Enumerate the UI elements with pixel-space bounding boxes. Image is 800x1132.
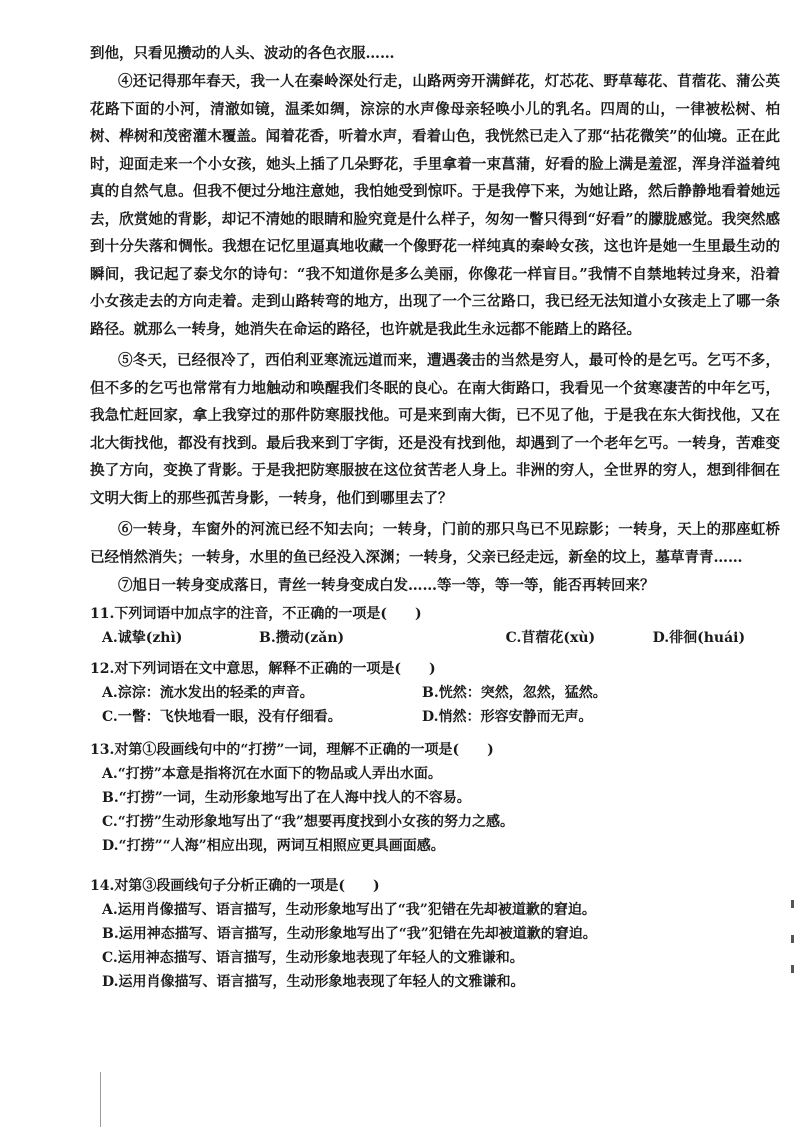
- question-12: [90, 657, 780, 729]
- question-12-stem: 12.对下列词语在文中意思，解释不正确的一项是( ): [90, 661, 436, 677]
- question-14-stem: 14.对第③段画线句子分析正确的一项是( ): [90, 878, 380, 894]
- question-11: [90, 602, 780, 650]
- option-c: C.一瞥：飞快地看一眼，没有仔细看。: [102, 709, 342, 725]
- binding-mark: [791, 900, 794, 908]
- binding-mark: [791, 935, 794, 943]
- option-c: C.运用神态描写、语言描写，生动形象地表现了年轻人的文雅谦和。: [102, 950, 524, 966]
- continued-text-line: 到他，只看见攒动的人头、波动的各色衣服……: [90, 45, 395, 62]
- option-d: D.运用肖像描写、语言描写，生动形象地表现了年轻人的文雅谦和。: [102, 974, 525, 990]
- paragraph-4: ④还记得那年春天，我一人在秦岭深处行走，山路两旁开满鲜花，灯芯花、野草莓花、苜蓿花、蒲公英花路下面的小河，清澈如镜，温柔如绸，淙淙的水声像母亲轻唤小儿的乳名。四周的山，一律被松树、柏树、桦树和茂密灌木覆盖。闻着花香，听着水声，看着山色，我恍然已走入了那“拈花微笑”的仙境。正在此时，迎面走来一个小女孩，她头上插了几朵野花，手里拿着一束菖蒲，好看的脸上满是羞涩，浑身洋溢着纯真的自然气息。但我不便过分地注意她，我怕她受到惊吓。于是我停下来，为她让路，然后静静地看着她远去，欣赏她的背影，却记不清她的眼睛和脸究竟是什么样子，匆匆一瞥只得到“好看”的朦胧感觉。我突然感到十分失落和惆怅。我想在记忆里逼真地收藏一个像野花一样纯真的秦岭女孩，这也许是她一生里最生动的瞬间，我记起了泰戈尔的诗句：“我不知道你是多么美丽，你像花一样盲目。”我情不自禁地转过身来，沿着小女孩走去的方向走着。走到山路转弯的地方，出现了一个三岔路口，我已经无法知道小女孩走上了哪一条路径。就那么一转身，她消失在命运的路径，也许就是我此生永远都不能踏上的路径。: [90, 73, 780, 338]
- question-11-stem: 11.下列词语中加点字的注音，不正确的一项是( ): [90, 606, 422, 622]
- option-a: A.运用肖像描写、语言描写，生动形象地写出了“我”犯错在先却被道歉的窘迫。: [102, 902, 596, 918]
- question-13: [90, 738, 780, 858]
- option-d: D.“打捞”“人海”相应出现，两词互相照应更具画面感。: [102, 838, 445, 854]
- margin-line: [100, 1072, 101, 1127]
- option-d: D.悄然：形容安静而无声。: [422, 709, 593, 725]
- option-a: A.“打捞”本意是指将沉在水面下的物品或人弄出水面。: [102, 766, 442, 782]
- option-b: B.攒动(zǎn): [259, 630, 345, 646]
- option-b: B.恍然：突然，忽然，猛然。: [422, 685, 607, 701]
- option-d: D.徘徊(huái): [652, 630, 746, 646]
- paragraph-5: ⑤冬天，已经很冷了，西伯利亚寒流远道而来，遭遇袭击的当然是穷人，最可怜的是乞丐。乞丐不多，但不多的乞丐也常常有力地触动和唤醒我们冬眠的良心。在南大街路口，我看见一个贫寒凄苦的中年乞丐，我急忙赶回家，拿上我穿过的那件防寒服找他。可是来到南大街，已不见了他，于是我在东大街找他，又在北大街找他，都没有找到。最后我来到丁字街，还是没有找到他，却遇到了一个老年乞丐。一转身，苦难变换了方向，变换了背影。于是我把防寒服披在这位贫苦老人身上。非洲的穷人，全世界的穷人，想到徘徊在文明大街上的那些孤苦身影，一转身，他们到哪里去了？: [90, 352, 780, 507]
- option-c: C.“打捞”生动形象地写出了“我”想要再度找到小女孩的努力之感。: [102, 814, 514, 830]
- option-b: B.“打捞”一词，生动形象地写出了在人海中找人的不容易。: [102, 790, 471, 806]
- question-14: [90, 874, 780, 994]
- paragraph-6: ⑥一转身，车窗外的河流已经不知去向；一转身，门前的那只鸟已不见踪影；一转身，天上的那座虹桥已经悄然消失；一转身，水里的鱼已经没入深渊；一转身，父亲已经走远，新垒的坟上，墓草青青……: [90, 521, 780, 566]
- paragraph-7: ⑦旭日一转身变成落日，青丝一转身变成白发……等一等，等一等，能否再转回来？: [118, 577, 655, 594]
- binding-mark: [791, 965, 794, 973]
- option-b: B.运用神态描写、语言描写，生动形象地写出了“我”犯错在先却被道歉的窘迫。: [102, 926, 597, 942]
- option-c: C.苜蓿花(xù): [505, 630, 596, 646]
- question-13-stem: 13.对第①段画线句中的“打捞”一词，理解不正确的一项是( ): [90, 742, 494, 758]
- option-a: A.诚挚(zhì): [102, 630, 183, 646]
- option-a: A.淙淙：流水发出的轻柔的声音。: [102, 685, 314, 701]
